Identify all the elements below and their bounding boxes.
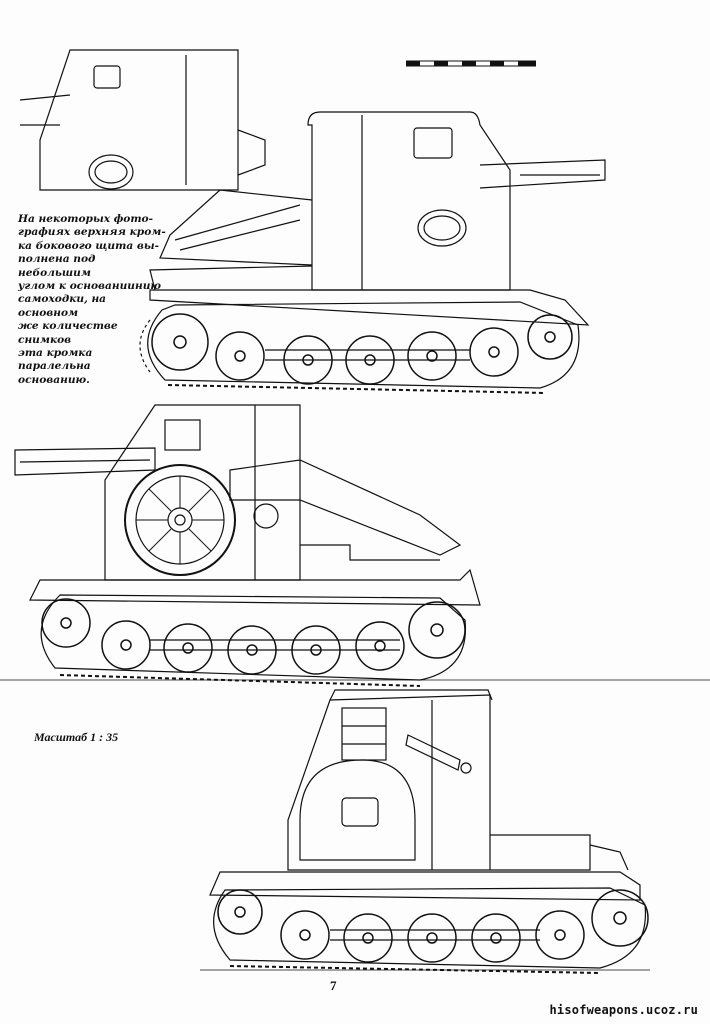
caption-line: самоходки, на основном — [18, 293, 107, 319]
caption-line: основанию. — [18, 373, 90, 386]
scale-label: Масштаб 1 : 35 — [34, 730, 119, 744]
caption-line: ка бокового щита вы- — [18, 239, 160, 252]
drawing-bottom-vehicle — [210, 690, 648, 973]
drawing-middle-vehicle — [15, 405, 480, 686]
drawing-top-vehicle — [140, 112, 605, 393]
drawing-top-partial — [20, 50, 265, 190]
caption-line: эта кромка паралельна — [18, 347, 93, 373]
caption-line: графиях верхняя кром- — [18, 226, 166, 239]
caption-line: полнена под небольшим — [18, 253, 96, 279]
caption-note — [18, 213, 168, 387]
caption-line: углом к основаниинию — [18, 280, 162, 293]
watermark: hisofweapons.ucoz.ru — [549, 1003, 698, 1017]
scale-bar — [406, 60, 536, 68]
caption-line: же количестве снимков — [18, 320, 118, 346]
page-number: 7 — [330, 978, 337, 993]
caption-line: На некоторых фото- — [18, 213, 154, 225]
